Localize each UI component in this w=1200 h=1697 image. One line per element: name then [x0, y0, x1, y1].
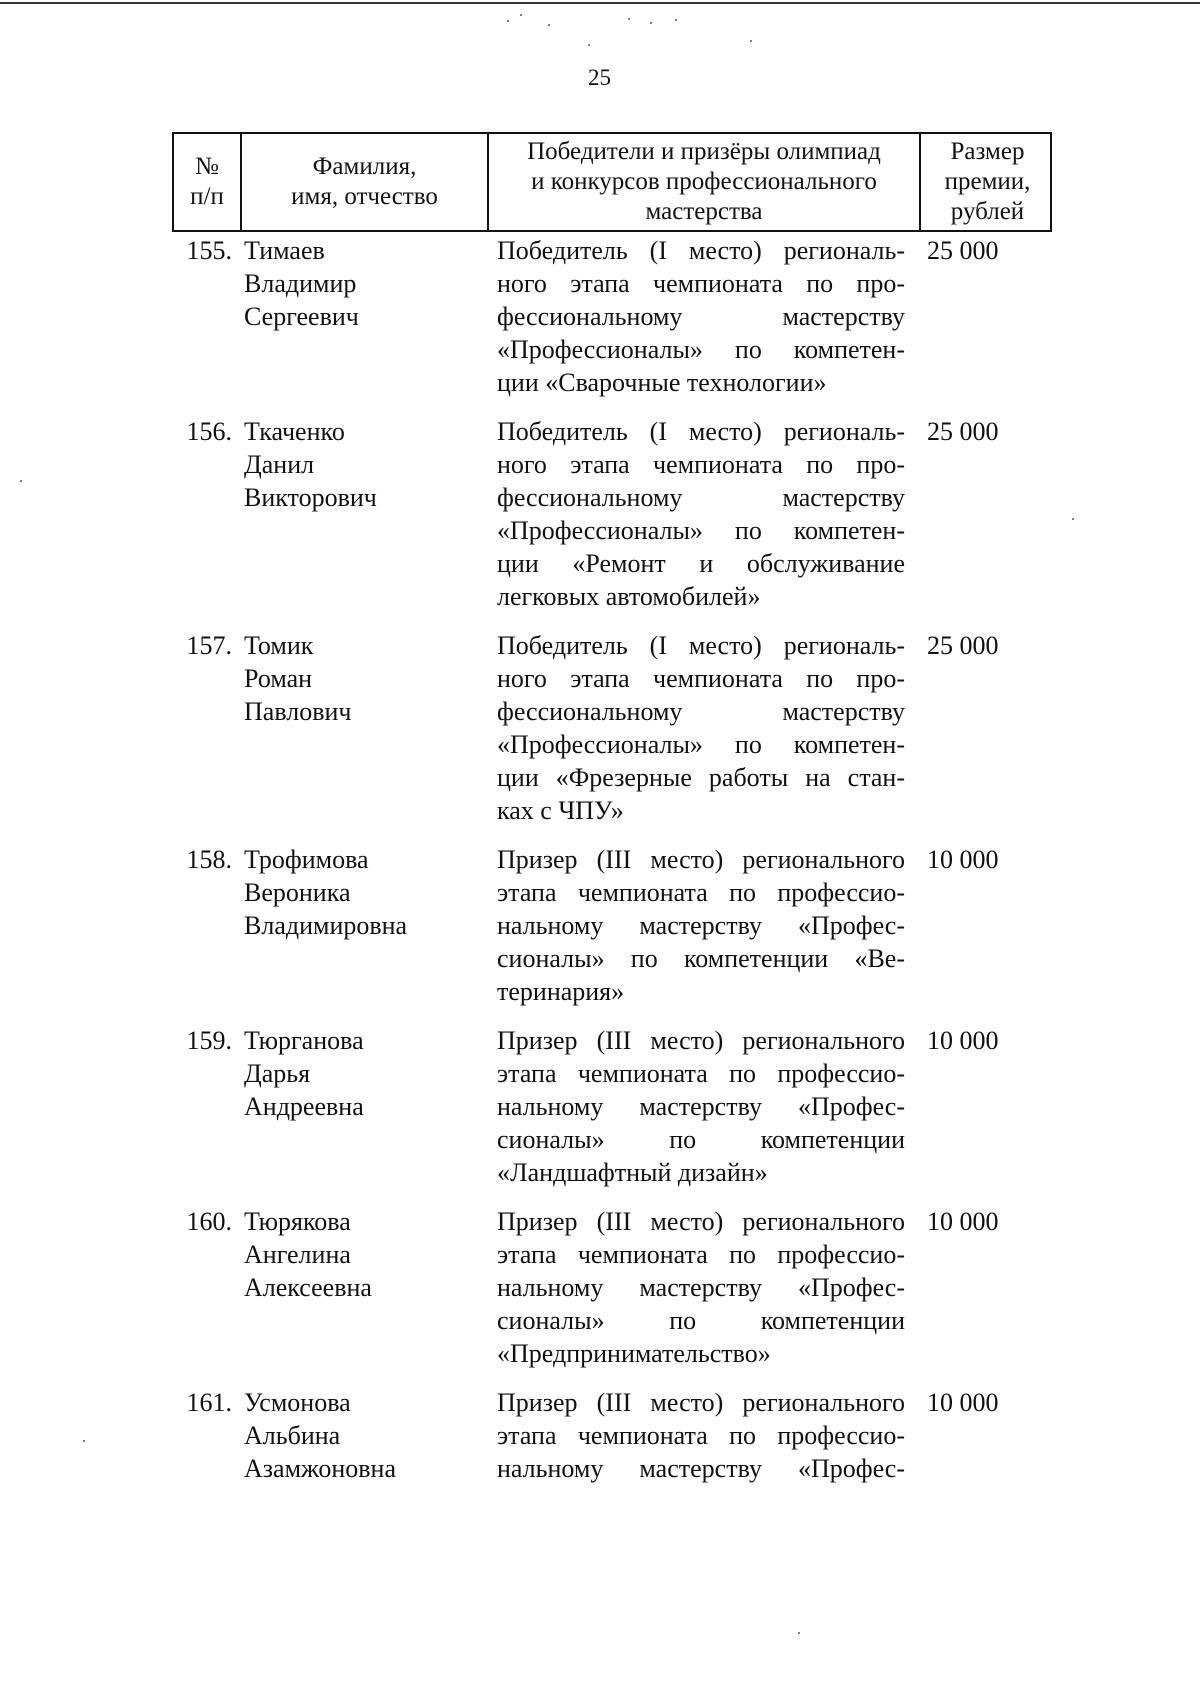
header-name: Фамилия, имя, отчество — [242, 134, 489, 230]
table-row — [172, 1024, 1052, 1189]
award-amount: 10 000 — [927, 1026, 999, 1055]
table-row — [172, 843, 1052, 1008]
table-row — [172, 1205, 1052, 1370]
table-row — [172, 1386, 1052, 1485]
person-name: Тюрякова Ангелина Алексеевна — [244, 1207, 372, 1302]
person-name: Усмонова Альбина Азамжоновна — [244, 1388, 397, 1483]
award-amount: 10 000 — [927, 1388, 999, 1417]
award-description: Победитель (I место) региональ- ного этапа чемпионата по про- фессиональному мастерству «Профессионалы» по компетен- ции «Ремонт и обслуживание легковых автомобилей» — [497, 417, 905, 611]
person-name: Тимаев Владимир Сергеевич — [244, 236, 359, 331]
top-edge-rule — [0, 2, 1200, 4]
table-row — [172, 415, 1052, 613]
award-amount: 25 000 — [927, 631, 999, 660]
row-number: 156. — [186, 417, 232, 446]
person-name: Тюрганова Дарья Андреевна — [244, 1026, 364, 1121]
person-name: Трофимова Вероника Владимировна — [244, 845, 408, 940]
award-description: Призер (III место) регионального этапа чемпионата по профессио- нальному мастерству «Профес- — [497, 1388, 905, 1483]
row-number: 159. — [186, 1026, 232, 1055]
person-name: Ткаченко Данил Викторович — [244, 417, 377, 512]
row-number: 155. — [186, 236, 232, 265]
row-number: 158. — [186, 845, 232, 874]
page-number: 25 — [588, 65, 611, 90]
award-amount: 10 000 — [927, 1207, 999, 1236]
award-amount: 25 000 — [927, 236, 999, 265]
award-description: Призер (III место) регионального этапа чемпионата по профессио- нальному мастерству «Профес- сионалы» по компетенции «Ве- теринария» — [497, 845, 905, 1006]
award-description: Победитель (I место) региональ- ного этапа чемпионата по про- фессиональному мастерству «Профессионалы» по компетен- ции «Сварочные технологии» — [497, 236, 905, 397]
table-row — [172, 234, 1052, 399]
award-description: Призер (III место) регионального этапа чемпионата по профессио- нальному мастерству «Профес- сионалы» по компетенции «Предпринимательство» — [497, 1207, 905, 1368]
row-number: 160. — [186, 1207, 232, 1236]
person-name: Томик Роман Павлович — [244, 631, 352, 726]
row-number: 161. — [186, 1388, 232, 1417]
awards-table — [172, 132, 1052, 1485]
header-num: № п/п — [174, 134, 242, 230]
row-number: 157. — [186, 631, 232, 660]
table-row — [172, 629, 1052, 827]
table-header — [172, 132, 1052, 232]
header-amount: Размер премии, рублей — [944, 138, 1031, 225]
header-description: Победители и призёры олимпиад и конкурсов профессионального мастерства — [489, 134, 921, 230]
award-amount: 25 000 — [927, 417, 999, 446]
award-description: Победитель (I место) региональ- ного этапа чемпионата по про- фессиональному мастерству «Профессионалы» по компетен- ции «Фрезерные работы на стан- ках с ЧПУ» — [497, 631, 905, 825]
award-amount: 10 000 — [927, 845, 999, 874]
award-description: Призер (III место) регионального этапа чемпионата по профессио- нальному мастерству «Профес- сионалы» по компетенции «Ландшафтный дизайн» — [497, 1026, 905, 1187]
